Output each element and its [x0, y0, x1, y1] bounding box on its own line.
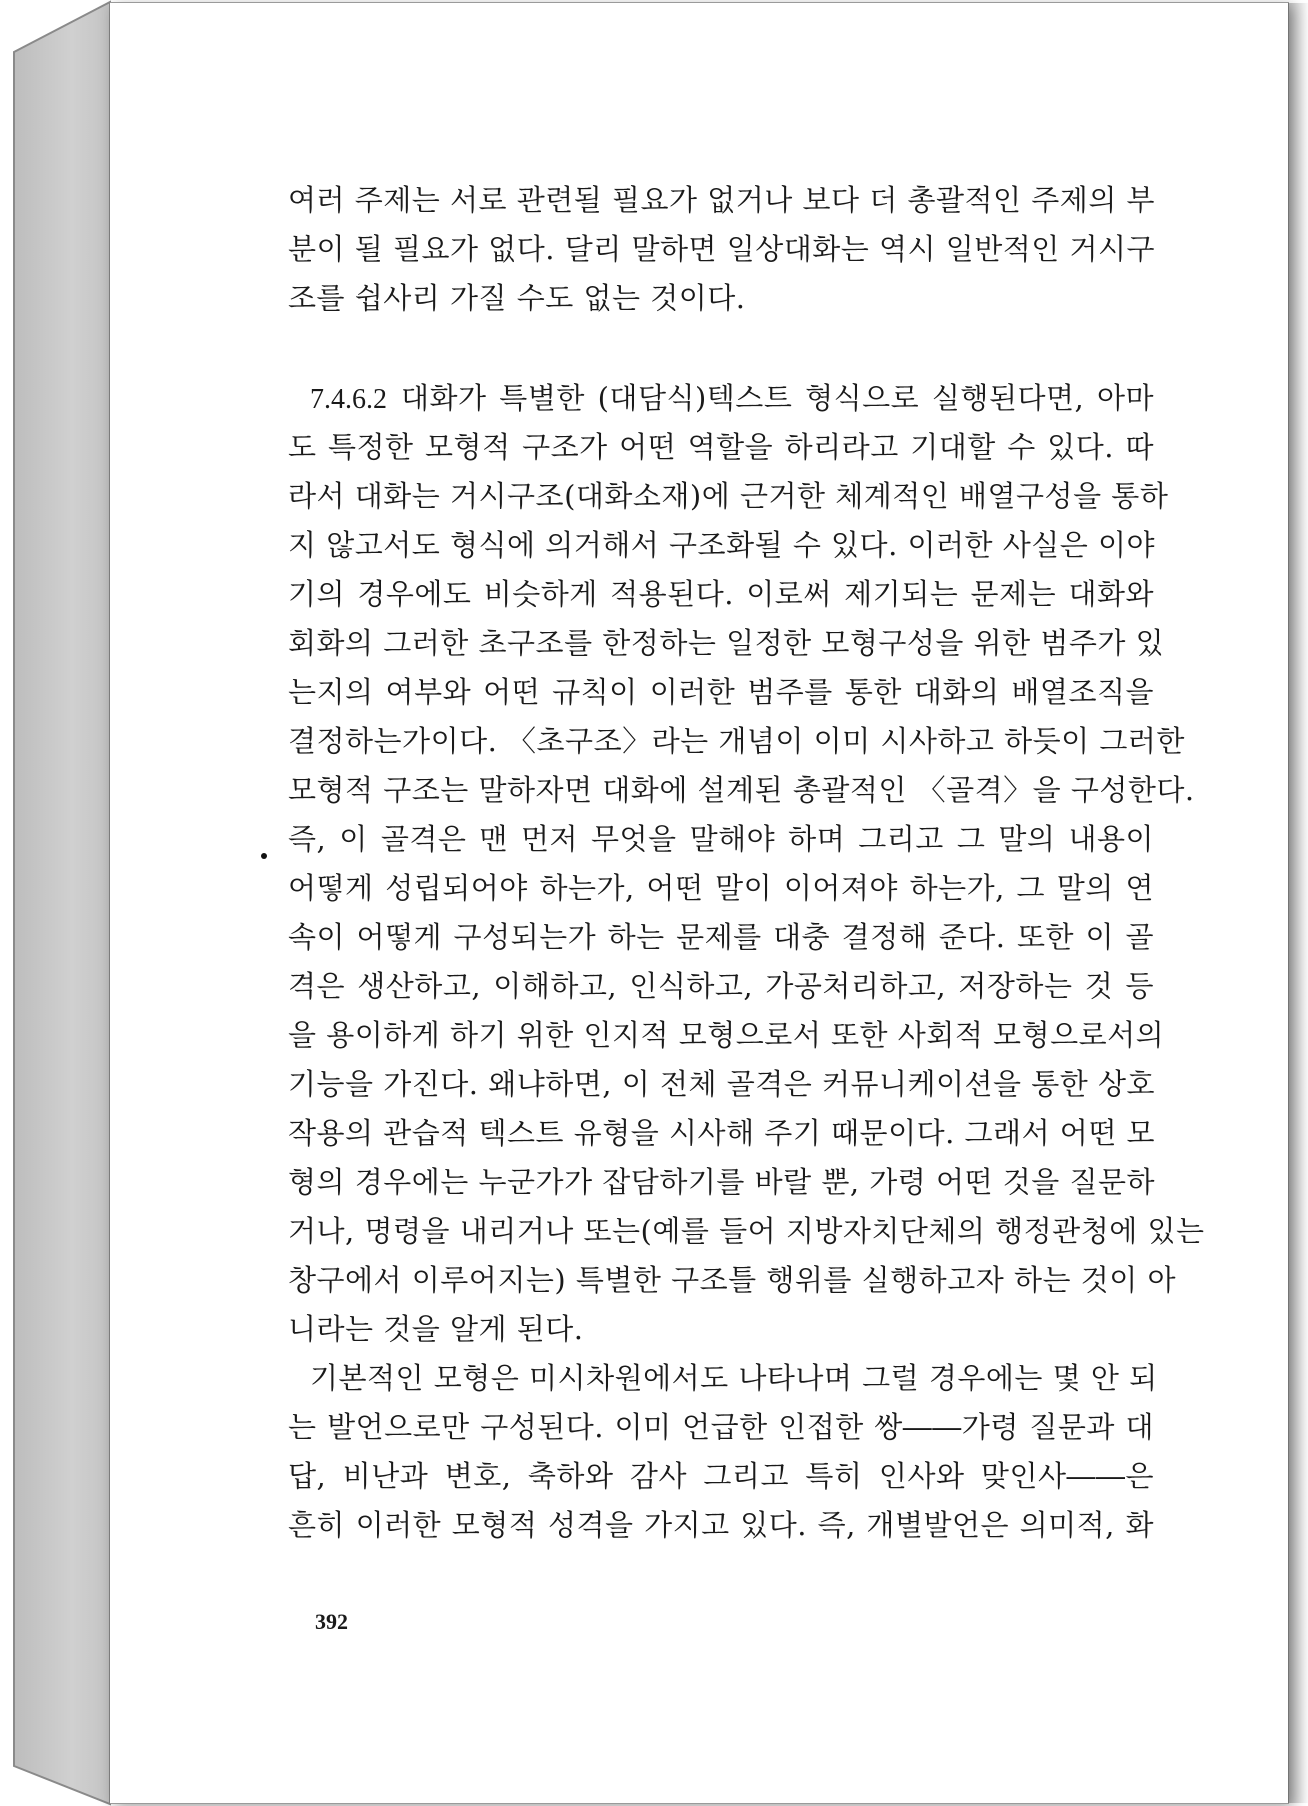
text-line: 기의 경우에도 비슷하게 적용된다. 이로써 제기되는 문제는 대화와 [288, 577, 1154, 611]
text-line: 작용의 관습적 텍스트 유형을 시사해 주기 때문이다. 그래서 어떤 모 [288, 1116, 1156, 1150]
text-line: 지 않고서도 형식에 의거해서 구조화될 수 있다. 이러한 사실은 이야 [288, 528, 1156, 562]
section-first-line-text: 대화가 특별한 (대담식)텍스트 형식으로 실행된다면, 아마 [401, 381, 1154, 415]
text-line: 분이 될 필요가 없다. 달리 말하면 일상대화는 역시 일반적인 거시구 [288, 232, 1156, 266]
text-line: 회화의 그러한 초구조를 한정하는 일정한 모형구성을 위한 범주가 있 [288, 626, 1165, 660]
text-line: 어떻게 성립되어야 하는가, 어떤 말이 이어져야 하는가, 그 말의 연 [288, 871, 1154, 905]
text-line: 창구에서 이루어지는) 특별한 구조틀 행위를 실행하고자 하는 것이 아 [288, 1263, 1176, 1297]
text-line: 니라는 것을 알게 된다. [288, 1312, 584, 1346]
margin-mark [261, 853, 267, 859]
text-line: 결정하는가이다. 〈초구조〉라는 개념이 이미 시사하고 하듯이 그러한 [288, 724, 1185, 758]
text-line: 모형적 구조는 말하자면 대화에 설계된 총괄적인 〈골격〉을 구성한다. [288, 773, 1195, 807]
text-line: 도 특정한 모형적 구조가 어떤 역할을 하리라고 기대할 수 있다. 따 [288, 430, 1154, 464]
text-line: 속이 어떻게 구성되는가 하는 문제를 대충 결정해 준다. 또한 이 골 [288, 920, 1154, 954]
text-line: 형의 경우에는 누군가가 잡담하기를 바랄 뿐, 가령 어떤 것을 질문하 [288, 1165, 1156, 1199]
text-line: 답, 비난과 변호, 축하와 감사 그리고 특히 인사와 맞인사――은 [288, 1459, 1154, 1493]
text-line: 을 용이하게 하기 위한 인지적 모형으로서 또한 사회적 모형으로서의 [288, 1018, 1165, 1052]
text-line: 즉, 이 골격은 맨 먼저 무엇을 말해야 하며 그리고 그 말의 내용이 [288, 822, 1154, 856]
text-line: 조를 쉽사리 가질 수도 없는 것이다. [288, 281, 746, 315]
text-line: 라서 대화는 거시구조(대화소재)에 근거한 체계적인 배열구성을 통하 [288, 479, 1169, 513]
text-line: 거나, 명령을 내리거나 또는(예를 들어 지방자치단체의 행정관청에 있는 [288, 1214, 1205, 1248]
section-heading-line [288, 374, 1154, 423]
paragraph-basic-models [288, 1354, 1158, 1550]
text-line: 흔히 이러한 모형적 성격을 가지고 있다. 즉, 개별발언은 의미적, 화 [288, 1508, 1154, 1542]
text-line: 격은 생산하고, 이해하고, 인식하고, 가공처리하고, 저장하는 것 등 [288, 969, 1154, 1003]
text-line: 기능을 가진다. 왜냐하면, 이 전체 골격은 커뮤니케이션을 통한 상호 [288, 1067, 1156, 1101]
section-number: 7.4.6.2 [310, 384, 387, 415]
paragraph-continuation [288, 176, 1154, 323]
text-line: 는지의 여부와 어떤 규칙이 이러한 범주를 통한 대화의 배열조직을 [288, 675, 1154, 709]
text-line: 기본적인 모형은 미시차원에서도 나타나며 그럴 경우에는 몇 안 되 [310, 1361, 1158, 1395]
text-line: 여러 주제는 서로 관련될 필요가 없거나 보다 더 총괄적인 주제의 부 [288, 183, 1156, 217]
text-line: 는 발언으로만 구성된다. 이미 언급한 인접한 쌍――가령 질문과 대 [288, 1410, 1154, 1444]
book-page [110, 2, 1289, 1804]
section-7-4-6-2 [288, 374, 1205, 1354]
page-edge-shadow [1288, 3, 1308, 1803]
page-number: 392 [315, 1609, 348, 1634]
